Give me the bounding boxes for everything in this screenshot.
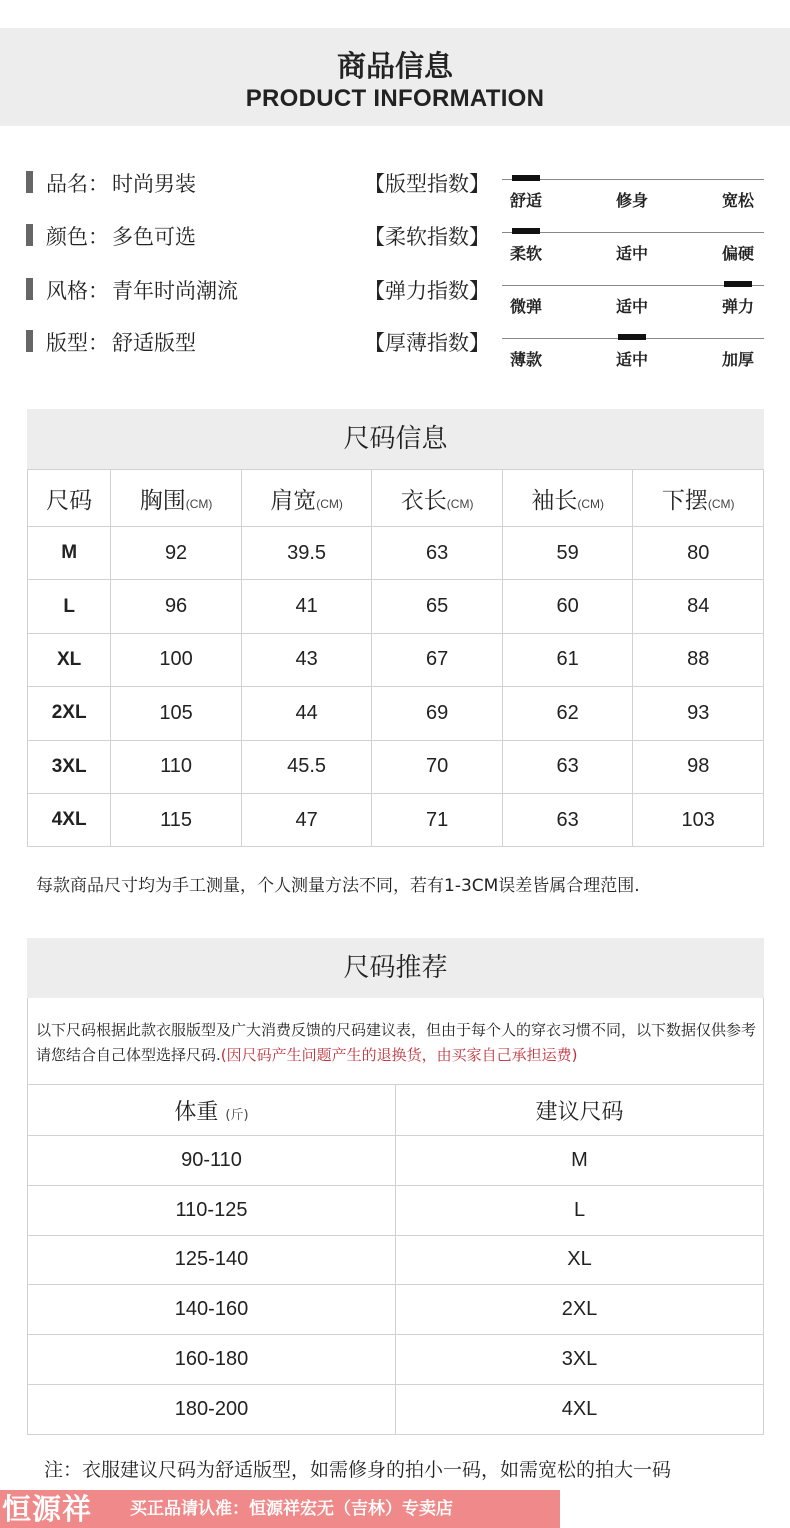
cell: 4XL (28, 793, 111, 846)
cell: 90-110 (28, 1136, 396, 1186)
cell: 115 (111, 793, 242, 846)
scale-marker (512, 175, 540, 181)
table-row (28, 1384, 764, 1434)
info-label: 风格： (46, 279, 109, 303)
page-title-en: PRODUCT INFORMATION (245, 85, 545, 112)
authentic-store-text: 买正品请认准：恒源祥宏无（吉林）专卖店 (130, 1499, 453, 1519)
cell: 80 (633, 527, 764, 580)
index-label-elasticity: 【弹力指数】 (364, 279, 490, 303)
cell: M (28, 527, 111, 580)
table-row (28, 1335, 764, 1385)
return-policy-warning: (因尺码产生问题产生的退换货，由买家自己承担运费) (220, 1046, 578, 1064)
cell: 61 (502, 633, 633, 686)
fit-advice-note: 注：衣服建议尺码为舒适版型，如需修身的拍小一码，如需宽松的拍大一码 (44, 1459, 672, 1481)
scale-marker (618, 334, 646, 340)
recommend-description-box (27, 998, 764, 1084)
brand-logo-text: 恒源祥 (2, 1492, 93, 1526)
cell: 93 (633, 687, 764, 740)
unit-label: (CM) (316, 496, 343, 511)
scale-option: 适中 (616, 297, 649, 316)
cell: 63 (502, 793, 633, 846)
table-header-row (28, 1085, 764, 1136)
table-row (28, 527, 764, 580)
cell: M (396, 1136, 764, 1186)
cell: 63 (502, 740, 633, 793)
size-info-title: 尺码信息 (27, 409, 764, 469)
cell: 4XL (396, 1384, 764, 1434)
cell: 62 (502, 687, 633, 740)
info-label: 颜色： (46, 225, 109, 249)
unit-label: (CM) (185, 496, 213, 511)
cell: 70 (372, 740, 503, 793)
col-header-length: 衣长(CM) (372, 470, 503, 527)
info-label: 版型： (46, 331, 109, 355)
cell: 59 (502, 527, 633, 580)
table-header-row (28, 470, 764, 527)
unit-label: (CM) (446, 496, 474, 511)
cell: 140-160 (28, 1285, 396, 1335)
col-header-weight: 体重 (斤) (28, 1085, 396, 1136)
scale-option: 薄款 (510, 350, 543, 369)
unit-label: (CM) (577, 496, 604, 511)
col-header-sleeve: 袖长(CM) (502, 470, 633, 527)
col-header-shoulder: 肩宽(CM) (241, 470, 372, 527)
cell: 47 (241, 793, 372, 846)
scale-line (502, 232, 764, 233)
size-recommend-title: 尺码推荐 (27, 938, 764, 998)
recommend-description (36, 1018, 764, 1068)
table-row (28, 1136, 764, 1186)
size-info-table (27, 469, 764, 847)
scale-option: 适中 (616, 244, 649, 263)
info-value: 舒适版型 (112, 331, 196, 355)
cell: 45.5 (241, 740, 372, 793)
cell: 44 (241, 687, 372, 740)
table-row (28, 740, 764, 793)
cell: 41 (241, 580, 372, 633)
cell: 69 (372, 687, 503, 740)
table-row (28, 1235, 764, 1285)
cell: 3XL (28, 740, 111, 793)
bullet-bar (26, 171, 33, 193)
cell: 98 (633, 740, 764, 793)
cell: 67 (372, 633, 503, 686)
index-scale-elasticity (502, 285, 764, 325)
table-row (28, 1185, 764, 1235)
recommend-desc-text: 以下尺码根据此款衣服版型及广大消费反馈的尺码建议表，但由于每个人的穿衣习惯不同，以下数据仅供参考请您结合自己体型选择尺码. (36, 1021, 757, 1064)
cell: 160-180 (28, 1335, 396, 1385)
info-value: 多色可选 (112, 225, 196, 249)
measurement-note: 每款商品尺寸均为手工测量，个人测量方法不同，若有1-3CM误差皆属合理范围. (36, 876, 640, 896)
cell: 110-125 (28, 1185, 396, 1235)
index-scale-thickness (502, 338, 764, 378)
scale-option: 修身 (616, 191, 649, 210)
page-title-cn: 商品信息 (336, 49, 453, 83)
table-row (28, 1285, 764, 1335)
cell: 180-200 (28, 1384, 396, 1434)
col-header-chest: 胸围(CM) (111, 470, 242, 527)
table-row (28, 687, 764, 740)
scale-marker (512, 228, 540, 234)
scale-marker (724, 281, 752, 287)
scale-option: 柔软 (510, 244, 543, 263)
size-recommend-table (27, 1084, 764, 1435)
cell: 110 (111, 740, 242, 793)
cell: 65 (372, 580, 503, 633)
cell: XL (28, 633, 111, 686)
cell: 3XL (396, 1335, 764, 1385)
scale-option: 弹力 (722, 297, 755, 316)
bullet-bar (26, 330, 33, 352)
footer-banner (0, 1490, 560, 1528)
cell: 125-140 (28, 1235, 396, 1285)
bullet-bar (26, 278, 33, 300)
cell: L (28, 580, 111, 633)
cell: 100 (111, 633, 242, 686)
scale-option: 舒适 (510, 191, 543, 210)
cell: L (396, 1185, 764, 1235)
bullet-bar (26, 224, 33, 246)
scale-option: 微弹 (510, 297, 543, 316)
index-label-fit: 【版型指数】 (364, 172, 490, 196)
unit-label: (CM) (707, 496, 735, 511)
cell: 103 (633, 793, 764, 846)
cell: XL (396, 1235, 764, 1285)
cell: 92 (111, 527, 242, 580)
cell: 39.5 (241, 527, 372, 580)
scale-line (502, 179, 764, 180)
col-header-size: 尺码 (28, 470, 111, 527)
col-header-suggested-size: 建议尺码 (396, 1085, 764, 1136)
info-value: 时尚男装 (112, 172, 196, 196)
cell: 2XL (396, 1285, 764, 1335)
table-row (28, 793, 764, 846)
cell: 2XL (28, 687, 111, 740)
unit-label: (斤) (225, 1107, 249, 1123)
info-value: 青年时尚潮流 (112, 279, 238, 303)
info-label: 品名： (46, 172, 109, 196)
scale-option: 偏硬 (722, 244, 755, 263)
scale-option: 宽松 (722, 191, 755, 210)
scale-option: 适中 (616, 350, 649, 369)
cell: 60 (502, 580, 633, 633)
cell: 105 (111, 687, 242, 740)
cell: 43 (241, 633, 372, 686)
index-label-thickness: 【厚薄指数】 (364, 331, 490, 355)
cell: 84 (633, 580, 764, 633)
cell: 63 (372, 527, 503, 580)
index-scale-softness (502, 232, 764, 272)
index-scale-fit (502, 179, 764, 219)
cell: 96 (111, 580, 242, 633)
cell: 88 (633, 633, 764, 686)
cell: 71 (372, 793, 503, 846)
table-row (28, 580, 764, 633)
col-header-hem: 下摆(CM) (633, 470, 764, 527)
index-label-softness: 【柔软指数】 (364, 225, 490, 249)
table-row (28, 633, 764, 686)
scale-option: 加厚 (722, 350, 755, 369)
